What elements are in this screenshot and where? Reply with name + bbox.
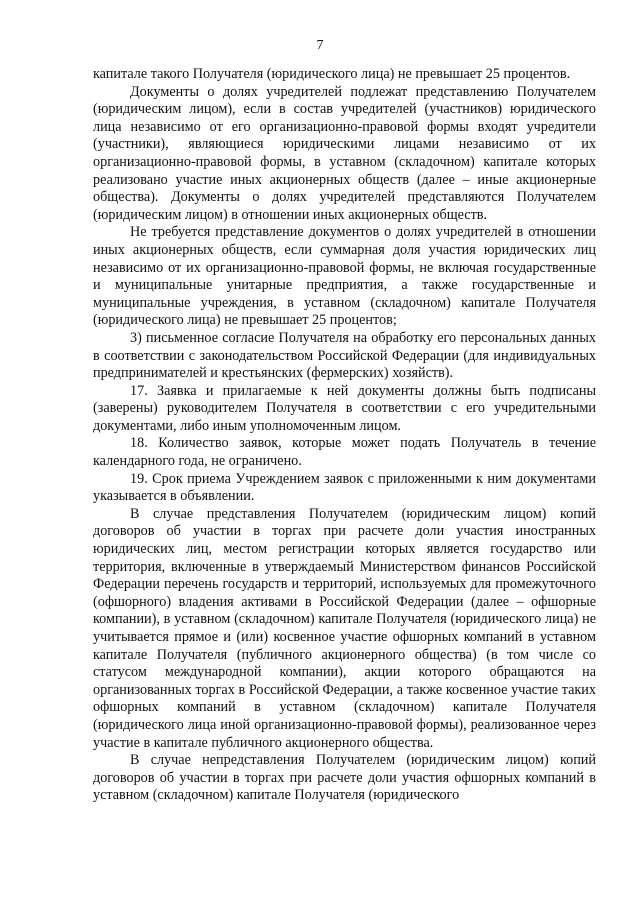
page-number: 7 <box>316 38 324 53</box>
paragraph-item-19: 19. Срок приема Учреждением заявок с приложенными к ним документами указывается в объявлении. <box>93 470 596 505</box>
paragraph-item-18: 18. Количество заявок, которые может подать Получатель в течение календарного года, не ограничено. <box>93 435 596 470</box>
paragraph-consent-item-3: 3) письменное согласие Получателя на обработку его персональных данных в соответствии с законодательством Российской Федерации (для индивидуальных предпринимателей и крестьянских (фермерских) хозяйств). <box>93 329 596 382</box>
paragraph-offshore-non-submission: В случае непредставления Получателем (юридическим лицом) копий договоров об участии в торгах при расчете доли участия офшорных компаний в уставном (складочном) капитале Получателя (юридического <box>93 752 596 804</box>
document-body <box>93 66 596 805</box>
paragraph-offshore-submission: В случае представления Получателем (юридическим лицом) копий договоров об участии в торгах при расчете доли участия иностранных юридических лиц, местом регистрации которых является государство или территория, включенные в утверждаемый Министерством финансов Российской Федерации перечень государств и территорий, используемых для промежуточного (офшорного) владения активами в Российской Федерации (далее – офшорные компании), в уставном (складочном) капитале Получателя (юридического лица) не учитывается прямое и (или) косвенное участие офшорных компаний в уставном капитале Получателя (публичного акционерного общества) (в том числе со статусом международной компании), акции которого обращаются на организованных торгах в Российской Федерации, а также косвенное участие таких офшорных компаний в уставном (складочном) капитале Получателя (юридического лица иной организационно-правовой формы), реализованное через участие в капитале публичного акционерного общества. <box>93 505 596 751</box>
paragraph-no-documents-required: Не требуется представление документов о долях учредителей в отношении иных акционерных обществ, если суммарная доля участия юридических лиц независимо от их организационно-правовой формы, не включая государственные и муниципальные унитарные предприятия, а также государственные и муниципальные учреждения, в уставном (складочном) капитале Получателя (юридического лица) не превышает 25 процентов; <box>93 224 596 329</box>
paragraph-item-17: 17. Заявка и прилагаемые к ней документы должны быть подписаны (заверены) руководителем Получателя в соответствии с его учредительными документами, либо иным уполномоченным лицом. <box>93 382 596 434</box>
paragraph-shareholder-documents: Документы о долях учредителей подлежат представлению Получателем (юридическим лицом), если в состав учредителей (участников) юридического лица независимо от его организационно-правовой формы входят учредители (участники), являющиеся юридическими лицами независимо от их организационно-правовой формы, в уставном (складочном) капитале которых реализовано участие иных акционерных обществ (далее – иные акционерные общества). Документы о долях учредителей представляются Получателем (юридическим лицом) в отношении иных акционерных обществ. <box>93 83 596 223</box>
paragraph-continuation: капитале такого Получателя (юридического лица) не превышает 25 процентов. <box>93 66 571 82</box>
